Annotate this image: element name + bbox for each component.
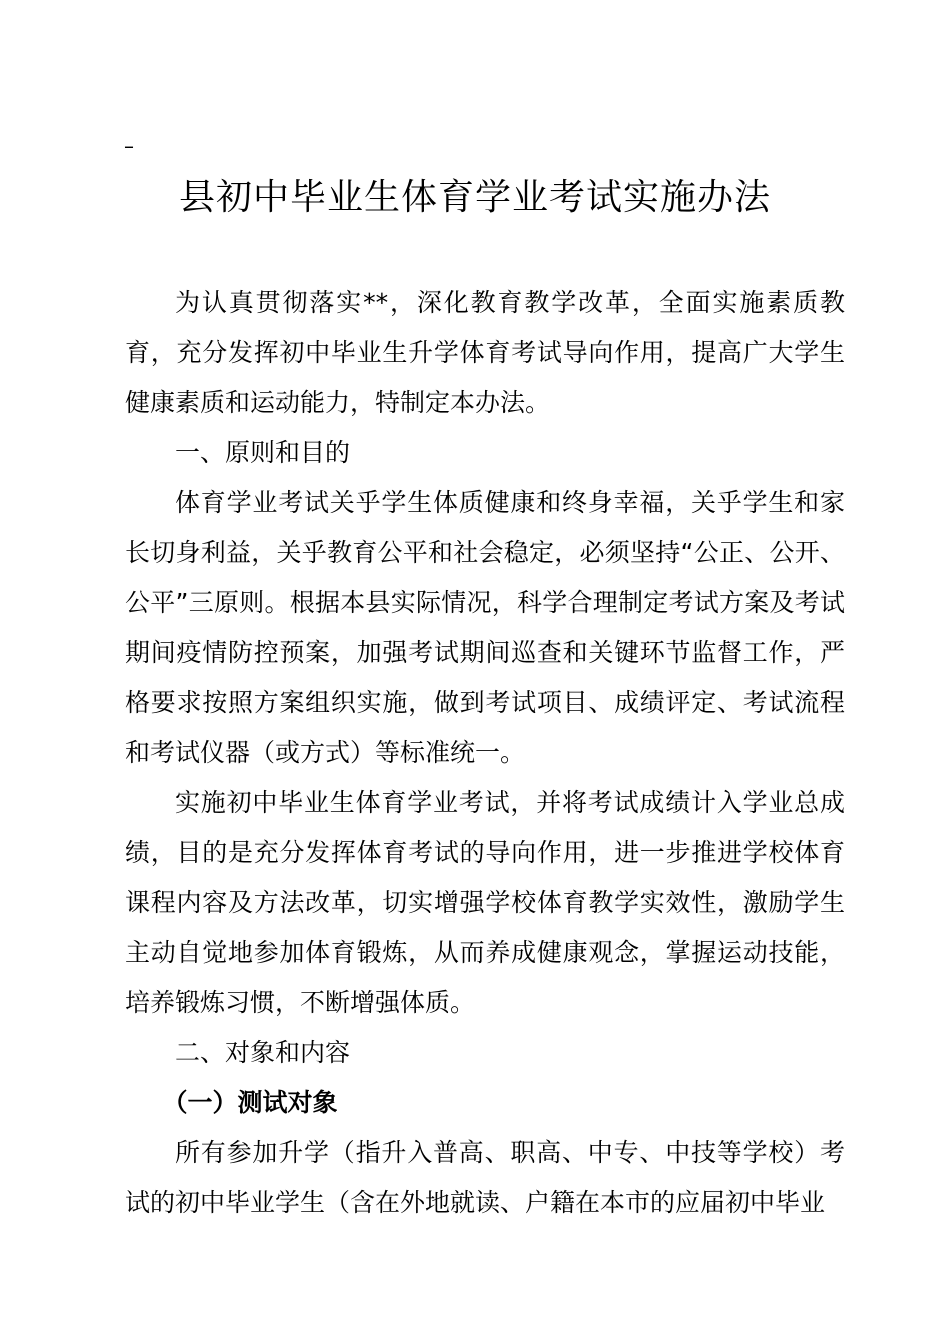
page-marker: – <box>124 134 134 158</box>
principles-paragraph: 体育学业考试关乎学生体质健康和终身幸福，关乎学生和家长切身利益，关乎教育公平和社会稳定，必须坚持“公正、公开、公平”三原则。根据本县实际情况，科学合理制定考试方案及考试期间疫情防控预案，加强考试期间巡查和关键环节监督工作，严格要求按照方案组织实施，做到考试项目、成绩评定、考试流程和考试仪器（或方式）等标准统一。 <box>125 488 845 767</box>
section-heading-principles: 一、原则和目的 <box>175 438 351 467</box>
subsection-heading-test-subjects: （一）测试对象 <box>162 1088 338 1117</box>
section-heading-subjects: 二、对象和内容 <box>175 1038 351 1067</box>
document-body <box>125 278 845 1228</box>
intro-paragraph: 为认真贯彻落实**，深化教育教学改革，全面实施素质教育，充分发挥初中毕业生升学体育考试导向作用，提高广大学生健康素质和运动能力，特制定本办法。 <box>125 288 845 417</box>
document-title: 县初中毕业生体育学业考试实施办法 <box>178 177 771 218</box>
purpose-paragraph: 实施初中毕业生体育学业考试，并将考试成绩计入学业总成绩，目的是充分发挥体育考试的导向作用，进一步推进学校体育课程内容及方法改革，切实增强学校体育教学实效性，激励学生主动自觉地参加体育锻炼，从而养成健康观念，掌握运动技能，培养锻炼习惯，不断增强体质。 <box>125 788 845 1017</box>
test-subjects-paragraph: 所有参加升学（指升入普高、职高、中专、中技等学校）考试的初中毕业学生（含在外地就读、户籍在本市的应届初中毕业 <box>125 1138 845 1217</box>
